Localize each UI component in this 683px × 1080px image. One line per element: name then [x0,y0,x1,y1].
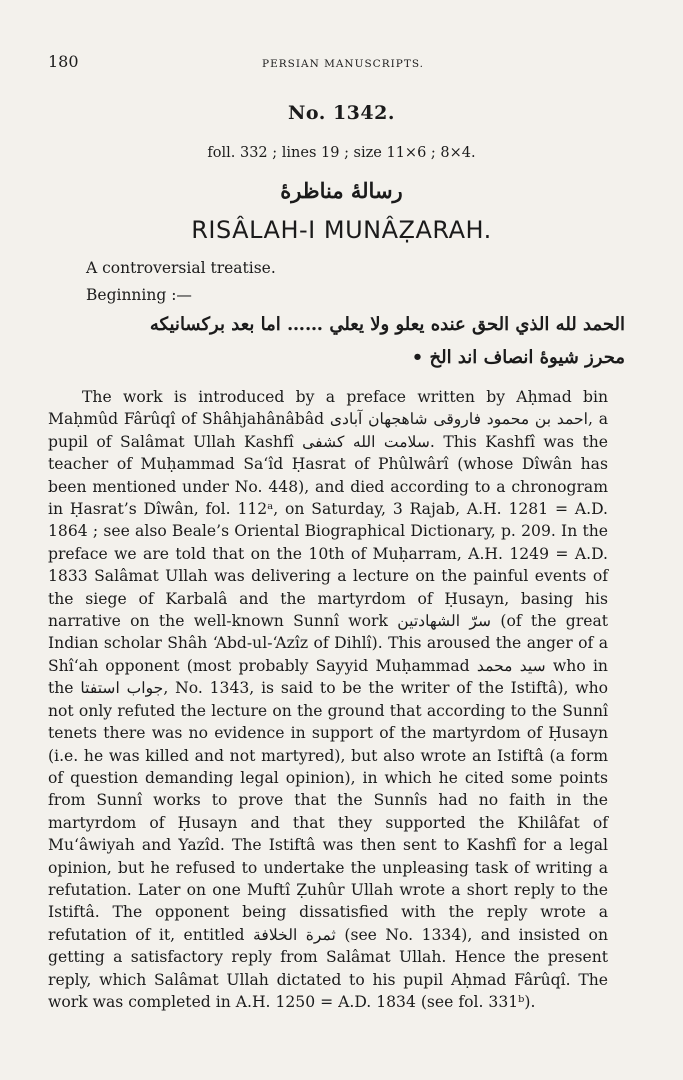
entry-number: No. 1342. [288,102,395,124]
running-title: PERSIAN MANUSCRIPTS. [262,58,424,70]
body-paragraph [48,386,608,1013]
entry-title: RISÂLAH-I MUNÂẒARAH. [191,216,492,244]
running-header [48,52,638,74]
entry-description: A controversial treatise. [86,259,276,277]
arabic-title: رسالهٔ مناظرهٔ [280,178,403,203]
incipit-line-2: محرز شیوهٔ انصاف اند الخ • [411,347,625,368]
page-number: 180 [48,52,79,71]
collation-line: foll. 332 ; lines 19 ; size 11×6 ; 8×4. [207,145,476,161]
beginning-label: Beginning :— [86,286,192,304]
incipit-line-1: الحمد لله الذي الحق عنده يعلو ولا يعلي …… اما بعد برکسانیکه [149,314,625,335]
body-text: The work is introduced by a preface written by Aḥmad bin Maḥmûd Fârûqî of Shâhjahânâbâd احمد بن محمود فاروقی شاهجهان آبادی, a pupil of Salâmat Ullah Kashfî سلامت الله کشفی. This Kashfî was the teacher of Muḥammad Sa‘îd Ḥasrat of Phûlwârî (whose Dîwân has been mentioned under No. 448), and died according to a chronogram in Ḥasrat’s Dîwân, fol. 112ᵃ, on Saturday, 3 Rajab, A.H. 1281 = A.D. 1864 ; see also Beale’s Oriental Biographical Dictionary, p. 209. In the preface we are told that on the 10th of Muḥarram, A.H. 1249 = A.D. 1833 Salâmat Ullah was delivering a lecture on the painful events of the siege of Karbalâ and the martyrdom of Ḥusayn, basing his narrative on the well-known Sunnî work سرّ الشهادتين (of the great Indian scholar Shâh ‘Abd-ul-‘Azîz of Dihlî). This aroused the anger of a Shî‘ah opponent (most probably Sayyid Muḥammad سید محمد who in the جواب استفتا, No. 1343, is said to be the writer of the Istiftâ), who not only refuted the lecture on the ground that according to the Sunnî tenets there was no evidence in support of the martyrdom of Ḥusayn (i.e. he was killed and not martyred), but also wrote an Istiftâ (a form of question demanding legal opinion), in which he cited some points from Sunnî works to prove that the Sunnîs had no faith in the martyrdom of Ḥusayn and that they supported the Khilâfat of Mu‘âwiyah and Yazîd. The Istiftâ was then sent to Kashfî for a legal opinion, but he refused to undertake the unpleasing task of writing a refutation. Later on one Muftî Ẓuhûr Ullah wrote a short reply to the Istiftâ. The opponent being dissatisfied with the reply wrote a refutation of it, entitled ثمرة الخلافة (see No. 1334), and insisted on getting a satisfactory reply from Salâmat Ullah. Hence the present reply, which Salâmat Ullah dictated to his pupil Aḥmad Fârûqî. The work was completed in A.H. 1250 = A.D. 1834 (see fol. 331ᵇ). [48,388,609,1011]
